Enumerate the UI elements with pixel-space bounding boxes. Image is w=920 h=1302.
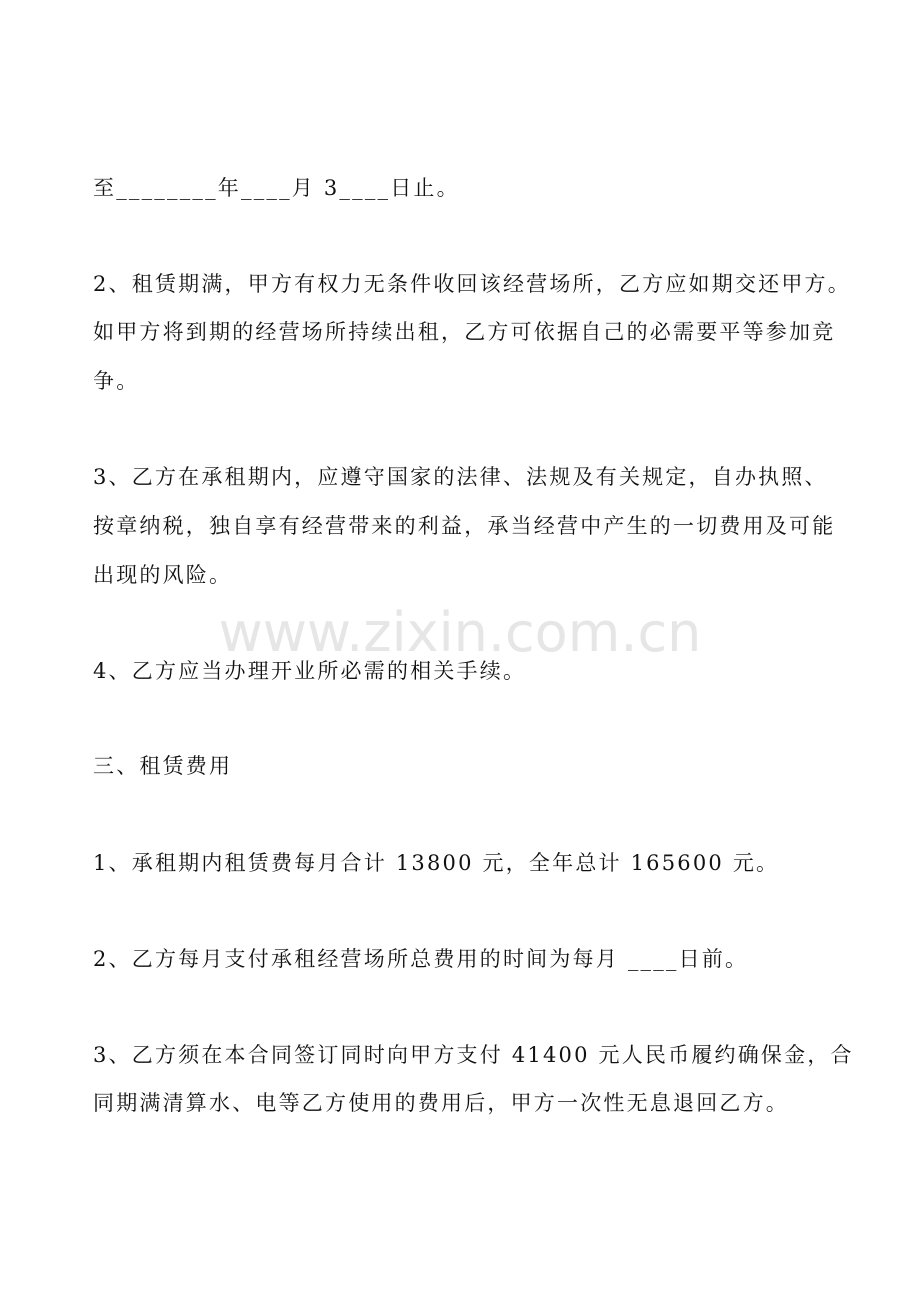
text-line: 3、乙方须在本合同签订同时向甲方支付 41400 元人民币履约确保金，合	[93, 1043, 854, 1067]
text-line: 争。	[93, 369, 140, 393]
text-line: 如甲方将到期的经营场所持续出租，乙方可依据自己的必需要平等参加竞	[93, 320, 836, 344]
text-line: 按章纳税，独自享有经营带来的利益，承当经营中产生的一切费用及可能	[93, 514, 836, 538]
text-line: 4、乙方应当办理开业所必需的相关手续。	[93, 659, 527, 683]
text-line: 1、承租期内租赁费每月合计 13800 元，全年总计 165600 元。	[93, 851, 780, 875]
text-line: 3、乙方在承租期内，应遵守国家的法律、法规及有关规定，自办执照、	[93, 465, 828, 489]
text-line: 2、乙方每月支付承租经营场所总费用的时间为每月 ____日前。	[93, 947, 749, 971]
text-line: 出现的风险。	[93, 563, 233, 587]
text-line: 2、租赁期满，甲方有权力无条件收回该经营场所，乙方应如期交还甲方。	[93, 272, 851, 296]
section-heading: 三、租赁费用	[93, 754, 233, 778]
watermark: www.zixin.com.cn	[218, 601, 702, 664]
text-line: 同期满清算水、电等乙方使用的费用后，甲方一次性无息退回乙方。	[93, 1091, 789, 1115]
text-line: 至________年____月 3____日止。	[93, 176, 460, 200]
